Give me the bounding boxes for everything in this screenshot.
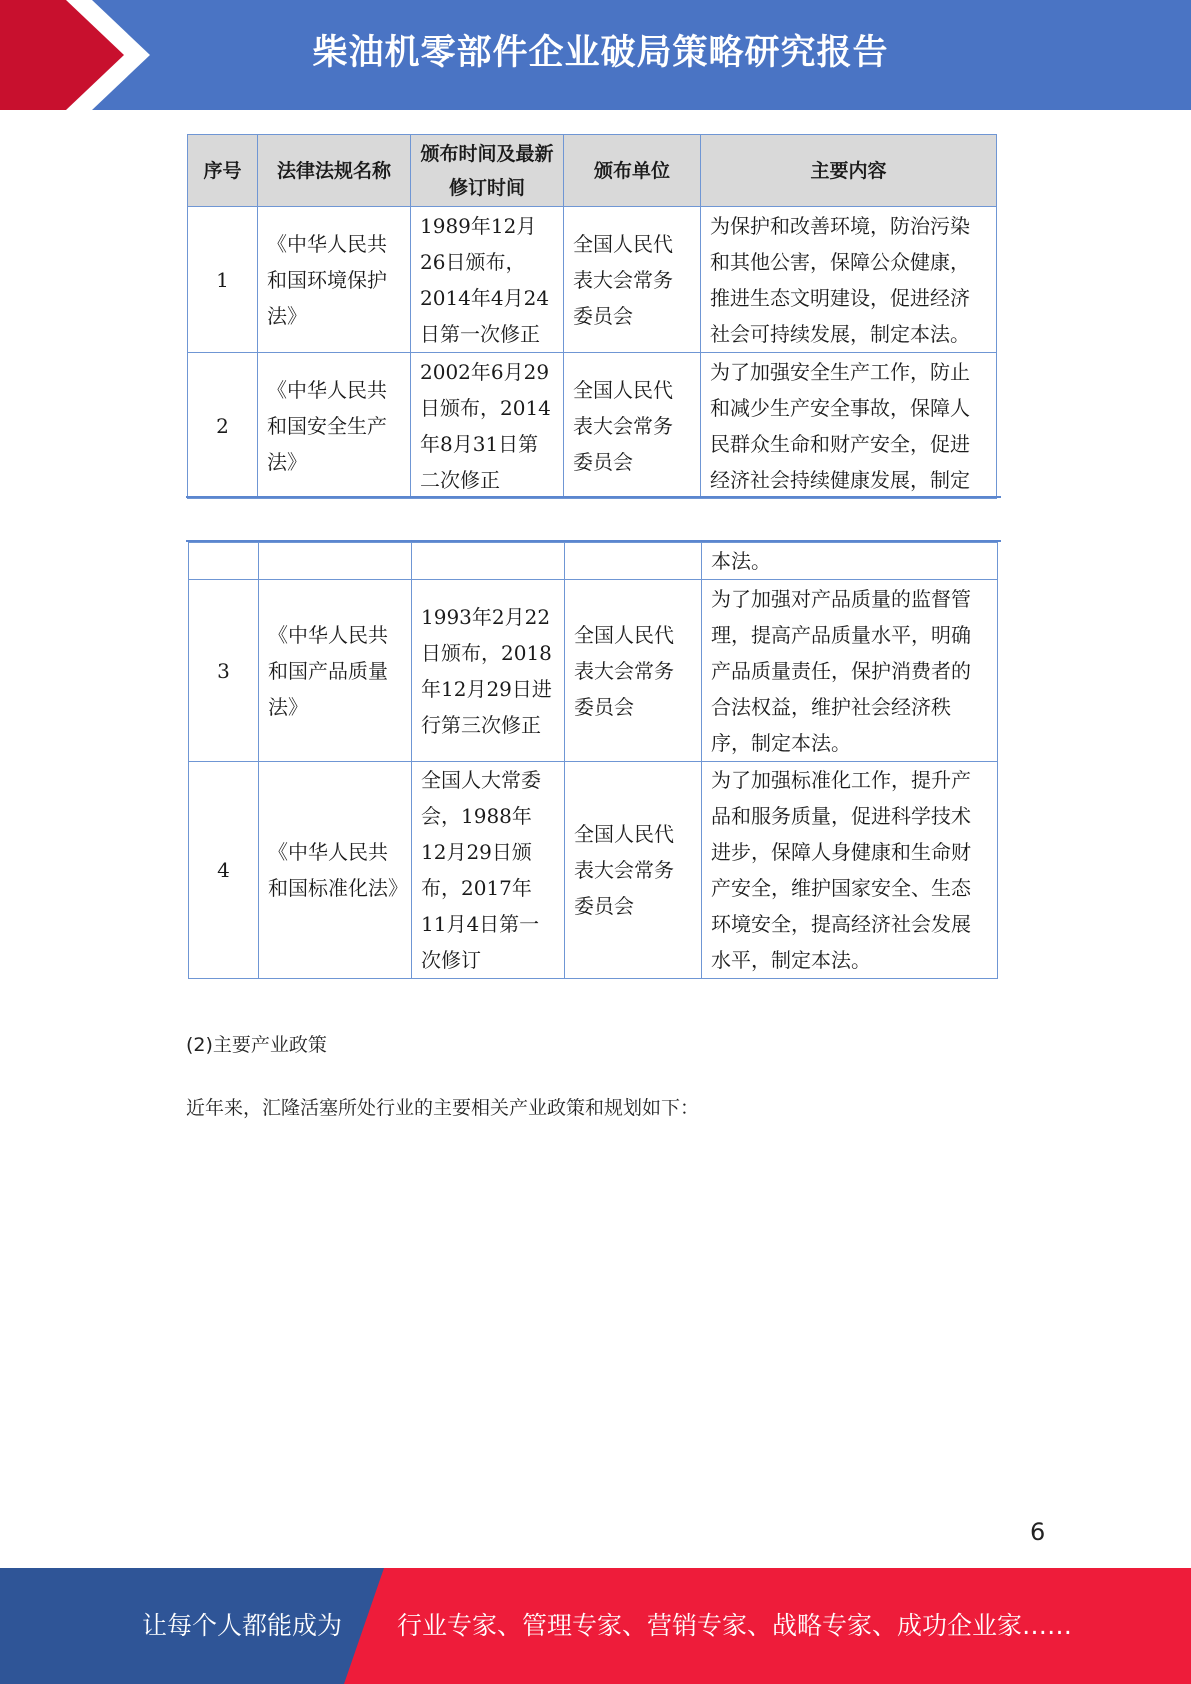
row-date: 全国人大常委会，1988年12月29日颁布，2017年11月4日第一次修订 xyxy=(412,762,565,979)
row-content: 为保护和改善环境，防治污染和其他公害，保障公众健康，推进生态文明建设，促进经济社会可持续发展，制定本法。 xyxy=(701,207,997,353)
footer-banner xyxy=(0,1568,1191,1684)
table-row xyxy=(188,353,997,499)
table-row-continuation xyxy=(189,543,998,580)
table-row xyxy=(189,580,998,762)
row-content: 本法。 xyxy=(702,543,998,580)
row-no: 3 xyxy=(189,580,259,762)
row-issuer: 全国人民代表大会常务委员会 xyxy=(564,207,701,353)
regulations-table-part2 xyxy=(188,542,998,979)
table-row xyxy=(188,207,997,353)
row-content: 为了加强标准化工作，提升产品和服务质量，促进科学技术进步，保障人身健康和生命财产安全，维护国家安全、生态环境安全，提高经济社会发展水平，制定本法。 xyxy=(702,762,998,979)
intro-paragraph: 近年来，汇隆活塞所处行业的主要相关产业政策和规划如下： xyxy=(186,1097,700,1119)
col-header-name: 法律法规名称 xyxy=(258,135,411,207)
row-issuer: 全国人民代表大会常务委员会 xyxy=(565,580,702,762)
table-header-row xyxy=(188,135,997,207)
regulations-table-part1 xyxy=(187,134,997,499)
row-no xyxy=(189,543,259,580)
row-name xyxy=(259,543,412,580)
header-banner xyxy=(0,0,1191,110)
section-heading: (2)主要产业政策 xyxy=(186,1034,327,1056)
report-title: 柴油机零部件企业破局策略研究报告 xyxy=(312,33,889,73)
table-break-line xyxy=(186,496,1001,498)
row-no: 4 xyxy=(189,762,259,979)
page-number: 6 xyxy=(1030,1518,1046,1546)
footer-slogan-right: 行业专家、管理专家、营销专家、战略专家、成功企业家…… xyxy=(397,1611,1073,1640)
row-content: 为了加强对产品质量的监督管理，提高产品质量水平，明确产品质量责任，保护消费者的合法权益，维护社会经济秩序，制定本法。 xyxy=(702,580,998,762)
row-date xyxy=(412,543,565,580)
table-row xyxy=(189,762,998,979)
row-issuer: 全国人民代表大会常务委员会 xyxy=(565,762,702,979)
row-issuer: 全国人民代表大会常务委员会 xyxy=(564,353,701,499)
row-no: 2 xyxy=(188,353,258,499)
col-header-issuer: 颁布单位 xyxy=(564,135,701,207)
row-no: 1 xyxy=(188,207,258,353)
row-name: 《中华人民共和国安全生产法》 xyxy=(258,353,411,499)
row-name: 《中华人民共和国标准化法》 xyxy=(259,762,412,979)
footer-slogan-left: 让每个人都能成为 xyxy=(142,1611,343,1640)
row-content: 为了加强安全生产工作，防止和减少生产安全事故，保障人民群众生命和财产安全，促进经济社会持续健康发展，制定 xyxy=(701,353,997,499)
row-issuer xyxy=(565,543,702,580)
row-date: 1993年2月22日颁布，2018年12月29日进行第三次修正 xyxy=(412,580,565,762)
col-header-date: 颁布时间及最新修订时间 xyxy=(411,135,564,207)
row-name: 《中华人民共和国环境保护法》 xyxy=(258,207,411,353)
row-date: 1989年12月26日颁布，2014年4月24日第一次修正 xyxy=(411,207,564,353)
col-header-no: 序号 xyxy=(188,135,258,207)
row-date: 2002年6月29日颁布，2014年8月31日第二次修正 xyxy=(411,353,564,499)
row-name: 《中华人民共和国产品质量法》 xyxy=(259,580,412,762)
col-header-content: 主要内容 xyxy=(701,135,997,207)
